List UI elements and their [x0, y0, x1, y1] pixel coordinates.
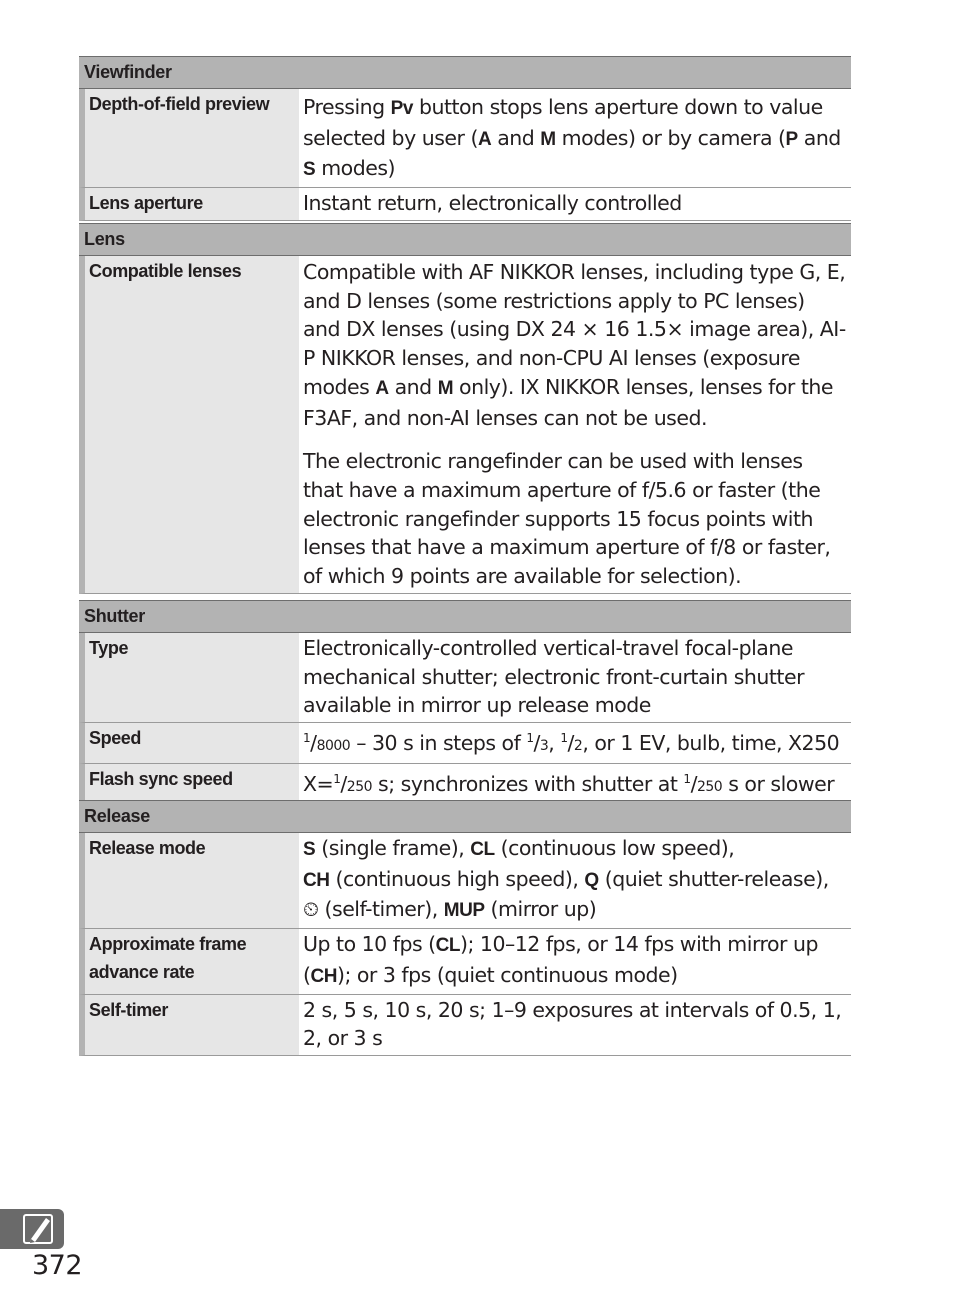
- spec-row-depth-of-field-preview: [79, 89, 851, 188]
- text: (continuous low speed),: [494, 836, 735, 860]
- text: Up to 10 fps (: [303, 932, 436, 957]
- fraction-denominator: 250: [346, 778, 373, 795]
- fraction-denominator: 2: [573, 738, 583, 755]
- spec-value: [299, 833, 851, 928]
- text: (quiet shutter-release),: [598, 866, 829, 891]
- spec-label: Release mode: [85, 833, 299, 928]
- spec-row-lens-aperture: [79, 188, 851, 221]
- mode-m-label: M: [540, 128, 556, 150]
- text: (continuous high speed),: [329, 866, 585, 891]
- text: ); 10–12 fps, or 14 fps with mirror up (: [303, 932, 819, 987]
- mode-ch-symbol: CH: [303, 869, 330, 891]
- spec-label: Depth-of-field preview: [85, 89, 299, 187]
- fraction-numerator: 1: [333, 771, 341, 786]
- spec-value: [299, 89, 851, 187]
- spec-value: [299, 256, 851, 593]
- text: only). IX NIKKOR lenses, lenses for the F3AF, and non-AI lenses can not be used.: [303, 374, 834, 430]
- spec-row-self-timer: [79, 995, 851, 1056]
- text: and: [797, 125, 841, 150]
- mode-a-label: A: [477, 128, 492, 150]
- mode-a-label: A: [375, 377, 389, 399]
- section-shutter: [79, 600, 851, 805]
- text: (mirror up): [484, 897, 597, 922]
- section-header-shutter: Shutter: [79, 600, 851, 633]
- pv-button-label: Pv: [390, 98, 413, 119]
- fraction-numerator: 1: [303, 731, 311, 746]
- rangefinder-paragraph: The electronic rangefinder can be used with lenses that have a maximum aperture of f/5.6 or faster (the electronic rangefinder supports 15 focus points with lenses that have a maximum aperture of f/8 or faster, of which 9 points are available for selection).: [303, 449, 831, 589]
- spec-label: Approximate frame advance rate: [85, 929, 299, 993]
- spec-label: Speed: [85, 723, 299, 763]
- mode-s-symbol: S: [303, 839, 316, 860]
- text: Compatible with AF NIKKOR lenses, including type G, E, and D lenses (some restrictions apply to PC lenses) and DX lenses (using DX 24 × 16 1.5× image area), AI-P NIKKOR lenses, and non-CPU AI lenses (exposure modes: [303, 260, 846, 399]
- spec-value: Instant return, electronically controlled: [303, 191, 682, 216]
- spec-row-speed: [79, 723, 851, 764]
- mode-mup-symbol: MUP: [443, 900, 485, 922]
- spec-value: $^1$/8000 – 30 s in steps of $^1$/3, $^1$/2, or 1 EV, bulb, time, X250: [303, 731, 840, 756]
- mode-ch-symbol: CH: [310, 965, 337, 987]
- spec-row-type: [79, 633, 851, 723]
- compatible-lenses-paragraph: [303, 258, 847, 432]
- pencil-note-icon-graphic: [0, 1209, 64, 1249]
- spec-value: 2 s, 5 s, 10 s, 20 s; 1–9 exposures at intervals of 0.5, 1, 2, or 3 s: [303, 997, 842, 1051]
- spec-row-frame-advance-rate: [79, 929, 851, 994]
- fraction-denominator: 8000: [316, 738, 351, 755]
- section-lens: [79, 223, 851, 594]
- fraction-numerator: 1: [526, 731, 534, 746]
- text: and: [388, 374, 438, 399]
- spec-value: [299, 929, 851, 993]
- text: ); or 3 fps (quiet continuous mode): [336, 962, 678, 987]
- mode-cl-symbol: CL: [470, 839, 495, 860]
- spec-row-compatible-lenses: [79, 256, 851, 594]
- text: (single frame),: [315, 836, 471, 860]
- text: and: [491, 125, 541, 150]
- spec-label: Self-timer: [85, 995, 299, 1055]
- section-viewfinder: [79, 56, 851, 221]
- text: s; synchronizes with shutter at: [372, 771, 684, 796]
- text: – 30 s in steps of: [350, 731, 527, 756]
- text: X=: [303, 771, 334, 796]
- fraction-denominator: 3: [539, 738, 549, 755]
- section-header-release: Release: [79, 800, 851, 833]
- text: (self-timer),: [318, 897, 444, 922]
- section-header-lens: Lens: [79, 223, 851, 256]
- spec-label: Compatible lenses: [85, 256, 299, 593]
- text: modes): [315, 156, 396, 181]
- pencil-note-icon: [0, 1209, 64, 1249]
- mode-s-label: S: [303, 159, 316, 181]
- fraction-numerator: 1: [560, 731, 568, 746]
- text: s or slower: [722, 771, 835, 796]
- spec-value: X=$^1$/250 s; synchronizes with shutter at $^1$/250 s or slower: [303, 771, 835, 796]
- page-number: 372: [32, 1250, 83, 1281]
- text: , or 1 EV, bulb, time, X250: [582, 731, 840, 756]
- section-release: [79, 800, 851, 1056]
- spec-row-flash-sync-speed: [79, 764, 851, 805]
- section-header-viewfinder: Viewfinder: [79, 56, 851, 89]
- spec-label: Lens aperture: [85, 188, 299, 220]
- spec-row-release-mode: [79, 833, 851, 929]
- mode-q-symbol: Q: [584, 869, 599, 891]
- mode-cl-symbol: CL: [435, 935, 460, 957]
- fraction-denominator: 250: [696, 778, 723, 795]
- mode-p-label: P: [785, 128, 798, 150]
- mode-m-label: M: [437, 377, 454, 399]
- text: modes) or by camera (: [555, 125, 786, 150]
- spec-label: Type: [85, 633, 299, 722]
- fraction-numerator: 1: [683, 771, 691, 786]
- text: Pressing: [303, 95, 391, 119]
- spec-label: Flash sync speed: [85, 764, 299, 804]
- text: button stops lens aperture down to value selected by user (: [303, 95, 823, 150]
- self-timer-icon: ⏲: [303, 897, 319, 922]
- spec-value: Electronically-controlled vertical-travel focal-plane mechanical shutter; electronic front-curtain shutter available in mirror up release mode: [303, 636, 805, 718]
- text: ,: [548, 731, 561, 756]
